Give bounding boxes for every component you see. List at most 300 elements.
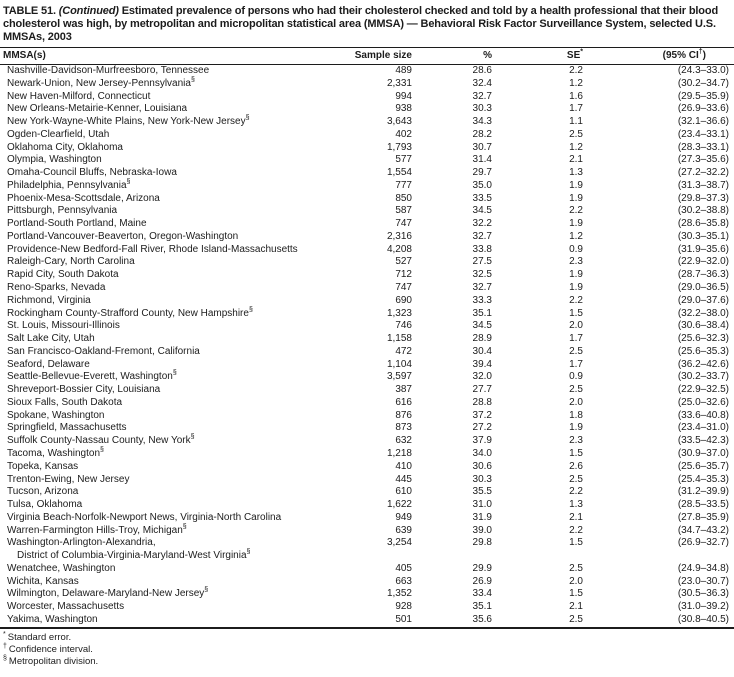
table-row [0,461,734,474]
mmsa-line: District of Columbia-Virginia-Maryland-West Virginia§ [17,548,251,562]
table-row [0,193,734,206]
sample-size-cell: 577 [395,154,412,166]
ci-cell: (30.5–36.3) [677,588,729,600]
table-row [0,601,734,614]
ci-cell: (24.3–33.0) [677,65,729,76]
table-row [0,78,734,91]
footnote-marker: † [698,48,703,56]
se-cell: 2.2 [569,486,583,498]
table-row [0,384,734,397]
table-title-number: TABLE 51. [3,5,56,17]
column-header-label: % [483,50,492,61]
sample-size-cell: 2,331 [386,77,412,89]
sample-size-cell: 489 [395,65,412,76]
se-cell: 1.9 [569,422,583,434]
se-cell: 2.1 [569,511,583,523]
percent-cell: 32.5 [472,269,492,281]
ci-cell: (29.0–37.6) [677,294,729,306]
percent-cell: 34.5 [472,320,492,332]
column-header-mmsa [0,48,337,65]
ci-cell: (25.4–35.3) [677,473,729,485]
se-cell: 1.8 [569,409,583,421]
footnote-text: Metropolitan division. [8,655,99,667]
mmsa-cell: Topeka, Kansas [7,460,79,472]
se-cell: 1.6 [569,90,583,102]
metropolitan-division-marker: § [190,433,195,441]
footnote-text: Standard error. [7,631,72,643]
mmsa-line: Washington-Arlington-Alexandria, [7,537,156,549]
table-row [0,537,734,563]
sample-size-cell: 873 [395,422,412,434]
mmsa-cell: Richmond, Virginia [7,294,91,306]
table-row [0,103,734,116]
column-header-label: SE [566,50,581,61]
mmsa-cell: Spokane, Washington [7,409,105,421]
ci-cell: (28.5–33.5) [677,499,729,511]
percent-cell: 27.7 [472,384,492,396]
ci-cell: (23.0–30.7) [677,575,729,587]
percent-cell: 35.1 [472,307,492,319]
table-row [0,129,734,142]
sample-size-cell: 746 [395,320,412,332]
sample-size-cell: 632 [395,435,412,447]
mmsa-cell: Wilmington, Delaware-Maryland-New Jersey§ [7,587,209,600]
ci-cell: (27.8–35.9) [677,511,729,523]
table-row [0,474,734,487]
ci-cell: (33.5–42.3) [677,435,729,447]
sample-size-cell: 639 [395,524,412,536]
percent-cell: 28.6 [472,65,492,76]
sample-size-cell: 1,323 [386,307,412,319]
sample-size-cell: 1,158 [386,333,412,345]
se-cell: 0.9 [569,243,583,255]
ci-cell: (25.6–35.3) [677,345,729,357]
ci-cell: (30.6–38.4) [677,320,729,332]
table-row [0,320,734,333]
mmsa-cell: Rapid City, South Dakota [7,269,119,281]
percent-cell: 33.8 [472,243,492,255]
ci-cell: (27.3–35.6) [677,154,729,166]
column-header-label: Sample size [354,50,412,61]
ci-cell: (30.2–33.7) [677,371,729,383]
footnote-marker: * [580,48,583,56]
table-row [0,422,734,435]
table-row [0,218,734,231]
percent-cell: 30.3 [472,473,492,485]
mmsa-cell: Raleigh-Cary, North Carolina [7,256,135,268]
table-row [0,142,734,155]
mmsa-cell: Omaha-Council Bluffs, Nebraska-Iowa [7,167,177,179]
percent-cell: 31.0 [472,499,492,511]
mmsa-cell: Virginia Beach-Norfolk-Newport News, Virginia-North Carolina [7,511,282,523]
mmsa-cell: Springfield, Massachusetts [7,422,127,434]
percent-cell: 33.5 [472,192,492,204]
se-cell: 2.3 [569,256,583,268]
se-cell: 2.0 [569,320,583,332]
ci-cell: (30.8–40.5) [677,613,729,625]
mmsa-cell: New York-Wayne-White Plains, New York-New Jersey§ [7,114,250,128]
table-row [0,308,734,321]
table-row [0,525,734,538]
percent-cell: 35.6 [472,613,492,625]
sample-size-cell: 1,104 [386,358,412,370]
ci-cell: (29.8–37.3) [677,192,729,204]
ci-cell: (26.9–33.6) [677,103,729,115]
mmsa-cell: Worcester, Massachusetts [7,601,125,613]
se-cell: 2.0 [569,396,583,408]
ci-cell: (23.4–31.0) [677,422,729,434]
sample-size-cell: 410 [395,460,412,472]
table-row [0,116,734,129]
table-row [0,563,734,576]
ci-cell: (30.9–37.0) [677,447,729,459]
footnote-metropolitan-division [3,656,734,668]
column-header-ci [583,48,734,65]
table-row [0,269,734,282]
se-cell: 2.5 [569,384,583,396]
se-cell: 2.1 [569,154,583,166]
table-row [0,448,734,461]
mmsa-cell: Yakima, Washington [7,613,98,625]
se-cell: 1.7 [569,103,583,115]
mmsa-cell: San Francisco-Oakland-Fremont, California [7,345,200,357]
table-row [0,486,734,499]
mmsa-cell: Portland-South Portland, Maine [7,218,147,230]
se-cell: 2.5 [569,473,583,485]
sample-size-cell: 1,622 [386,499,412,511]
sample-size-cell: 949 [395,511,412,523]
se-cell: 1.9 [569,179,583,191]
column-header-percent [412,48,492,65]
se-cell: 1.2 [569,230,583,242]
asterisk-symbol: * [3,630,6,638]
sample-size-cell: 2,316 [386,230,412,242]
table-row [0,359,734,372]
table-row [0,167,734,180]
percent-cell: 34.0 [472,447,492,459]
dagger-symbol: † [3,642,7,650]
table-row [0,333,734,346]
percent-cell: 30.7 [472,141,492,153]
se-cell: 1.5 [569,537,583,549]
ci-cell: (25.6–35.7) [677,460,729,472]
metropolitan-division-marker: § [100,446,104,454]
sample-size-cell: 3,597 [386,371,412,383]
ci-cell: (31.9–35.6) [677,243,729,255]
prevalence-table [0,47,734,629]
table-row [0,588,734,601]
mmsa-cell: Wenatchee, Washington [7,562,116,574]
se-cell: 1.9 [569,218,583,230]
percent-cell: 34.3 [472,116,492,128]
ci-cell: (31.2–39.9) [677,486,729,498]
se-cell: 1.7 [569,358,583,370]
footnote-confidence-interval [3,644,734,656]
table-row [0,614,734,628]
se-cell: 1.9 [569,282,583,294]
se-cell: 1.3 [569,499,583,511]
column-header-label: (95% CI [662,50,699,61]
se-cell: 1.2 [569,77,583,89]
percent-cell: 26.9 [472,575,492,587]
percent-cell: 33.3 [472,294,492,306]
ci-cell: (26.9–32.7) [677,537,729,549]
mmsa-cell [0,537,337,563]
percent-cell: 39.0 [472,524,492,536]
metropolitan-division-marker: § [172,370,177,378]
se-cell: 2.5 [569,128,583,140]
ci-cell: (30.2–38.8) [677,205,729,217]
ci-cell: (22.9–32.5) [677,384,729,396]
sample-size-cell: 876 [395,409,412,421]
percent-cell: 30.4 [472,345,492,357]
se-cell: 1.3 [569,167,583,179]
sample-size-cell: 405 [395,562,412,574]
se-cell: 1.7 [569,333,583,345]
sample-size-cell: 777 [395,179,412,191]
table-row [0,154,734,167]
ci-cell: (32.2–38.0) [677,307,729,319]
percent-cell: 35.0 [472,179,492,191]
mmsa-cell: St. Louis, Missouri-Illinois [7,320,120,332]
mmsa-cell: Trenton-Ewing, New Jersey [7,473,130,485]
mmsa-cell: Salt Lake City, Utah [7,333,95,345]
table-title-text: Estimated prevalence of persons who had their cholesterol checked and told by a health professional that their blood cholesterol was high, by metropolitan and micropolitan statistical area (MMSA) — Behavioral Risk Factor Surveillance System, selected U.S. MMSAs, 2003 [3,5,719,43]
table-row [0,576,734,589]
sample-size-cell: 3,643 [386,116,412,128]
sample-size-cell: 712 [395,269,412,281]
percent-cell: 33.4 [472,588,492,600]
footnote-standard-error [3,632,734,644]
mmsa-cell: Seaford, Delaware [7,358,90,370]
ci-cell: (25.0–32.6) [677,396,729,408]
se-cell: 2.2 [569,524,583,536]
sample-size-cell: 610 [395,486,412,498]
se-cell: 2.5 [569,613,583,625]
percent-cell: 32.4 [472,77,492,89]
mmsa-cell: Suffolk County-Nassau County, New York§ [7,433,195,447]
se-cell: 1.9 [569,192,583,204]
ci-cell: (22.9–32.0) [677,256,729,268]
column-header-label: MMSA(s) [3,50,46,61]
sample-size-cell: 501 [395,613,412,625]
percent-cell: 31.4 [472,154,492,166]
sample-size-cell: 747 [395,282,412,294]
percent-cell: 37.9 [472,435,492,447]
table-row [0,180,734,193]
table-row [0,65,734,78]
metropolitan-division-marker: § [245,114,250,122]
percent-cell: 27.2 [472,422,492,434]
ci-cell: (29.5–35.9) [677,90,729,102]
ci-cell: (23.4–33.1) [677,128,729,140]
ci-cell: (31.3–38.7) [677,179,729,191]
ci-cell: (28.7–36.3) [677,269,729,281]
sample-size-cell: 527 [395,256,412,268]
sample-size-cell: 1,352 [386,588,412,600]
percent-cell: 27.5 [472,256,492,268]
se-cell: 2.6 [569,460,583,472]
percent-cell: 29.9 [472,562,492,574]
mmsa-cell: Reno-Sparks, Nevada [7,282,106,294]
table-row [0,282,734,295]
sample-size-cell: 4,208 [386,243,412,255]
mmsa-cell: Wichita, Kansas [7,575,79,587]
table-row [0,346,734,359]
se-cell: 1.2 [569,141,583,153]
se-cell: 1.1 [569,116,583,128]
ci-cell: (25.6–32.3) [677,333,729,345]
mmsa-cell: Pittsburgh, Pennsylvania [7,205,118,217]
percent-cell: 30.3 [472,103,492,115]
mmsa-cell: Olympia, Washington [7,154,102,166]
se-cell: 2.0 [569,575,583,587]
sample-size-cell: 587 [395,205,412,217]
percent-cell: 34.5 [472,205,492,217]
se-cell: 2.2 [569,65,583,76]
mmsa-cell: Sioux Falls, South Dakota [7,396,123,408]
se-cell: 2.1 [569,601,583,613]
percent-cell: 28.8 [472,396,492,408]
ci-cell: (34.7–43.2) [677,524,729,536]
sample-size-cell: 1,218 [386,447,412,459]
sample-size-cell: 387 [395,384,412,396]
ci-cell: (36.2–42.6) [677,358,729,370]
column-header-sample-size [337,48,412,65]
ci-cell: (33.6–40.8) [677,409,729,421]
ci-cell: (30.2–34.7) [677,77,729,89]
mmsa-cell: Oklahoma City, Oklahoma [7,141,123,153]
metropolitan-division-marker: § [126,178,131,186]
mmsa-cell: Nashville-Davidson-Murfreesboro, Tennessee [7,65,210,76]
ci-cell: (28.6–35.8) [677,218,729,230]
table-row [0,410,734,423]
table-row [0,91,734,104]
column-header-se [492,48,583,65]
ci-cell: (24.9–34.8) [677,562,729,574]
percent-cell: 32.0 [472,371,492,383]
ci-cell: (30.3–35.1) [677,230,729,242]
table-row [0,231,734,244]
mmsa-cell: Philadelphia, Pennsylvania§ [7,178,131,191]
sample-size-cell: 445 [395,473,412,485]
se-cell: 1.5 [569,447,583,459]
sample-size-cell: 1,793 [386,141,412,153]
sample-size-cell: 928 [395,601,412,613]
header-row [0,48,734,65]
sample-size-cell: 616 [395,396,412,408]
percent-cell: 28.9 [472,333,492,345]
mmsa-cell: Ogden-Clearfield, Utah [7,128,110,140]
percent-cell: 32.7 [472,230,492,242]
table-row [0,435,734,448]
mmsa-cell: Shreveport-Bossier City, Louisiana [7,384,161,396]
se-cell: 2.3 [569,435,583,447]
metropolitan-division-marker: § [248,306,253,314]
mmsa-cell: Newark-Union, New Jersey-Pennsylvania§ [7,76,195,89]
se-cell: 2.2 [569,205,583,217]
sample-size-cell: 3,254 [386,537,412,549]
se-cell: 2.2 [569,294,583,306]
se-cell: 2.5 [569,562,583,574]
section-symbol: § [3,654,7,662]
footnotes [0,629,734,668]
table-row [0,256,734,269]
sample-size-cell: 994 [395,90,412,102]
sample-size-cell: 472 [395,345,412,357]
mmsa-cell: Warren-Farmington Hills-Troy, Michigan§ [7,523,187,536]
sample-size-cell: 663 [395,575,412,587]
se-cell: 2.5 [569,345,583,357]
table-title [0,0,734,47]
se-cell: 1.5 [569,307,583,319]
se-cell: 1.9 [569,269,583,281]
percent-cell: 35.5 [472,486,492,498]
ci-cell: (29.0–36.5) [677,282,729,294]
percent-cell: 29.7 [472,167,492,179]
table-body [0,65,734,628]
footnote-text: Confidence interval. [8,643,93,655]
mmsa-cell: Tacoma, Washington§ [7,446,104,459]
percent-cell: 35.1 [472,601,492,613]
metropolitan-division-marker: § [190,76,195,84]
ci-cell: (27.2–32.2) [677,167,729,179]
sample-size-cell: 938 [395,103,412,115]
mmsa-cell: Rockingham County-Strafford County, New Hampshire§ [7,306,253,319]
table-title-continued: (Continued) [58,5,119,17]
ci-cell: (31.0–39.2) [677,601,729,613]
percent-cell: 39.4 [472,358,492,370]
table-row [0,397,734,410]
percent-cell: 29.8 [472,537,492,549]
table-row [0,512,734,525]
mmsa-cell: Portland-Vancouver-Beaverton, Oregon-Washington [7,230,239,242]
sample-size-cell: 402 [395,128,412,140]
table-row [0,295,734,308]
se-cell: 1.5 [569,588,583,600]
table-row [0,499,734,512]
table-row [0,205,734,218]
percent-cell: 28.2 [472,128,492,140]
percent-cell: 32.7 [472,90,492,102]
sample-size-cell: 690 [395,294,412,306]
ci-cell: (28.3–33.1) [677,141,729,153]
mmsa-cell: Tulsa, Oklahoma [7,499,83,511]
mmsa-cell: Seattle-Bellevue-Everett, Washington§ [7,370,177,383]
table-row [0,371,734,384]
mmsa-cell: Phoenix-Mesa-Scottsdale, Arizona [7,192,160,204]
se-cell: 0.9 [569,371,583,383]
percent-cell: 32.2 [472,218,492,230]
mmsa-cell: Providence-New Bedford-Fall River, Rhode Island-Massachusetts [7,243,298,255]
sample-size-cell: 850 [395,192,412,204]
column-header-label: ) [702,50,706,61]
mmsa-cell: New Orleans-Metairie-Kenner, Louisiana [7,103,188,115]
percent-cell: 32.7 [472,282,492,294]
metropolitan-division-marker: § [246,548,251,556]
percent-cell: 37.2 [472,409,492,421]
percent-cell: 30.6 [472,460,492,472]
sample-size-cell: 1,554 [386,167,412,179]
mmsa-cell: Tucson, Arizona [7,486,79,498]
mmsa-cell: New Haven-Milford, Connecticut [7,90,151,102]
metropolitan-division-marker: § [204,587,209,595]
ci-cell: (32.1–36.6) [677,116,729,128]
table-row [0,244,734,257]
percent-cell: 31.9 [472,511,492,523]
metropolitan-division-marker: § [182,523,187,531]
sample-size-cell: 747 [395,218,412,230]
